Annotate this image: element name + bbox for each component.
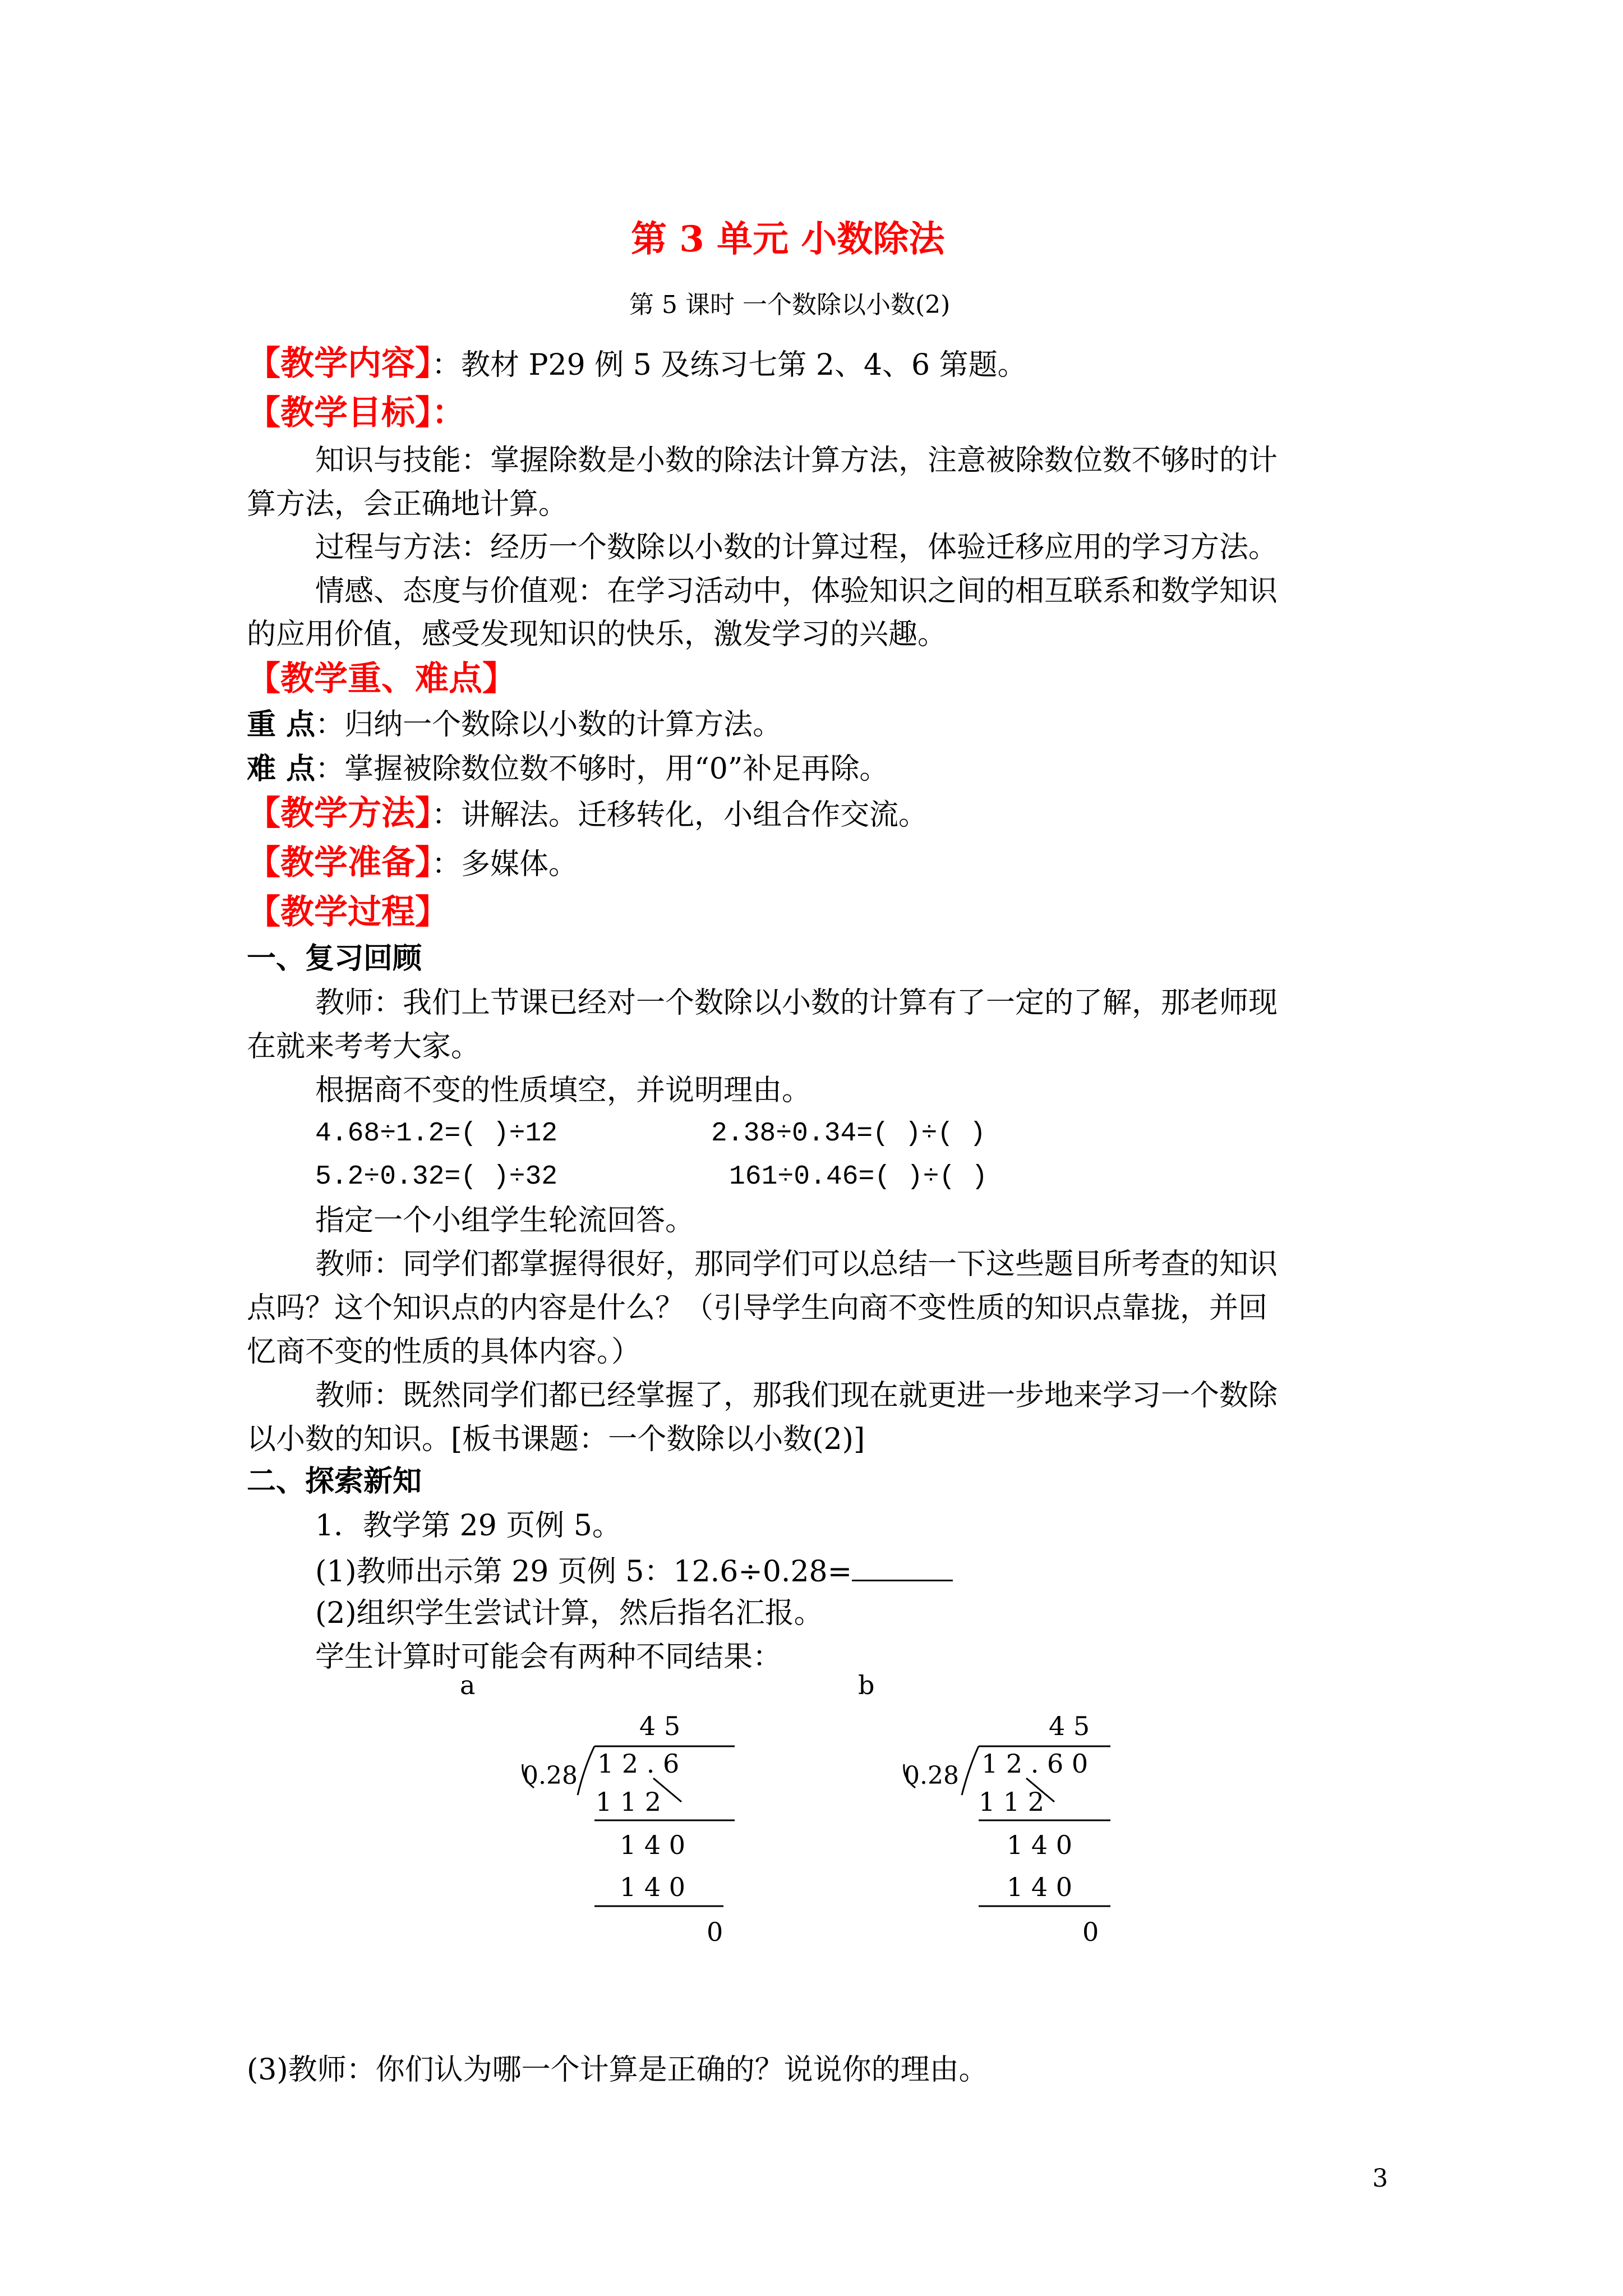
part2-item1-3: 学生计算时可能会有两种不同结果： <box>315 1640 782 1674</box>
goal-emotion-line2: 的应用价值，感受发现知识的快乐，激发学习的兴趣。 <box>247 618 947 651</box>
prep-text: ：多媒体。 <box>432 848 578 881</box>
prep-label: 【教学准备】 <box>247 843 432 882</box>
division-a-step2: 1 4 0 <box>620 1830 686 1860</box>
part2-item1-4: (3)教师：你们认为哪一个计算是正确的？说说你的理由。 <box>247 2053 988 2087</box>
part2-heading: 二、探索新知 <box>247 1464 422 1498</box>
content-label: 【教学内容】 <box>247 344 432 383</box>
goal-knowledge-line1: 知识与技能：掌握除数是小数的除法计算方法，注意被除数位数不够时的计 <box>315 444 1278 477</box>
division-b-dividend: 1 2 . 6 0 <box>981 1749 1089 1779</box>
division-a-remainder: 0 <box>707 1917 723 1947</box>
teaching-prep <box>247 843 578 882</box>
division-b-label: b <box>858 1672 875 1700</box>
division-a-dividend: 1 2 . 6 <box>597 1749 680 1779</box>
teaching-method <box>247 794 928 833</box>
key-points-heading: 【教学重、难点】 <box>247 659 516 698</box>
goals-label: 【教学目标】 <box>247 393 432 432</box>
part1-p1-line1: 教师：我们上节课已经对一个数除以小数的计算有了一定的了解，那老师现 <box>315 986 1278 1020</box>
part1-p1-line2: 在就来考考大家。 <box>247 1030 481 1064</box>
long-division-a <box>437 1672 774 1975</box>
goal-knowledge-line2: 算方法，会正确地计算。 <box>247 487 568 521</box>
method-label: 【教学方法】 <box>247 794 432 833</box>
goals-colon: ： <box>432 393 465 432</box>
division-a-step1: 1 1 2 <box>596 1787 662 1817</box>
division-a-step3: 1 4 0 <box>620 1872 686 1902</box>
long-division-b <box>841 1672 1178 1975</box>
goal-emotion-line1: 情感、态度与价值观：在学习活动中，体验知识之间的相互联系和数学知识 <box>315 574 1278 608</box>
division-b-step2: 1 4 0 <box>1007 1830 1073 1860</box>
lesson-subtitle: 第 5 课时 一个数除以小数(2) <box>629 291 951 319</box>
method-text: ：讲解法。迁移转化，小组合作交流。 <box>432 798 928 832</box>
part1-p5-line2: 以小数的知识。[板书课题：一个数除以小数(2)] <box>247 1423 865 1456</box>
part1-p3: 指定一个小组学生轮流回答。 <box>315 1204 695 1237</box>
key-point-line <box>247 707 782 742</box>
division-b-bracket <box>962 1746 979 1795</box>
part1-p4-line3: 忆商不变的性质的具体内容。） <box>247 1335 641 1369</box>
equation-2a: 5.2÷0.32=( )÷32 <box>315 1162 558 1192</box>
answer-blank <box>852 1555 953 1581</box>
part2-item1-1 <box>315 1555 953 1589</box>
equation-1b: 2.38÷0.34=( )÷( ) <box>711 1119 986 1149</box>
part2-item1-2: (2)组织学生尝试计算，然后指名汇报。 <box>315 1596 823 1630</box>
key-point-text: ：归纳一个数除以小数的计算方法。 <box>315 708 782 742</box>
teaching-goals-heading <box>247 393 465 432</box>
part1-p5-line1: 教师：既然同学们都已经掌握了，那我们现在就更进一步地来学习一个数除 <box>315 1379 1278 1412</box>
equation-2b: 161÷0.46=( )÷( ) <box>729 1162 988 1192</box>
example-equation: (1)教师出示第 29 页例 5：12.6÷0.28= <box>315 1555 852 1589</box>
division-b-remainder: 0 <box>1082 1917 1099 1947</box>
teaching-content <box>247 344 1027 383</box>
page-number: 3 <box>1372 2164 1388 2193</box>
part1-heading: 一、复习回顾 <box>247 941 422 976</box>
teaching-process-heading: 【教学过程】 <box>247 892 449 932</box>
part1-p4-line1: 教师：同学们都掌握得很好，那同学们可以总结一下这些题目所考查的知识 <box>315 1248 1278 1281</box>
division-a-label: a <box>460 1672 476 1700</box>
difficult-text: ：掌握被除数位数不够时，用“0”补足再除。 <box>315 752 889 786</box>
content-text: ：教材 P29 例 5 及练习七第 2、4、6 第题。 <box>432 348 1027 382</box>
part1-p2: 根据商不变的性质填空，并说明理由。 <box>315 1074 811 1107</box>
division-a-divisor: 0.28 <box>523 1761 578 1790</box>
difficult-point-line <box>247 754 888 784</box>
division-b-quotient: 4 5 <box>1049 1711 1090 1741</box>
key-point-label: 重 点 <box>247 707 316 742</box>
division-a-quotient: 4 5 <box>639 1711 681 1741</box>
difficult-label: 难 点 <box>247 752 316 786</box>
division-a-bracket <box>578 1746 594 1795</box>
equation-1a: 4.68÷1.2=( )÷12 <box>315 1119 558 1149</box>
division-b-divisor: 0.28 <box>904 1761 959 1790</box>
part2-item1: 1．教学第 29 页例 5。 <box>315 1509 621 1543</box>
part1-p4-line2: 点吗？这个知识点的内容是什么？（引导学生向商不变性质的知识点靠拢，并回 <box>247 1291 1268 1325</box>
unit-title: 第 3 单元 小数除法 <box>631 218 945 260</box>
division-b-step3: 1 4 0 <box>1007 1872 1073 1902</box>
division-b-step1: 1 1 2 <box>979 1787 1045 1817</box>
goal-process: 过程与方法：经历一个数除以小数的计算过程，体验迁移应用的学习方法。 <box>315 531 1278 564</box>
